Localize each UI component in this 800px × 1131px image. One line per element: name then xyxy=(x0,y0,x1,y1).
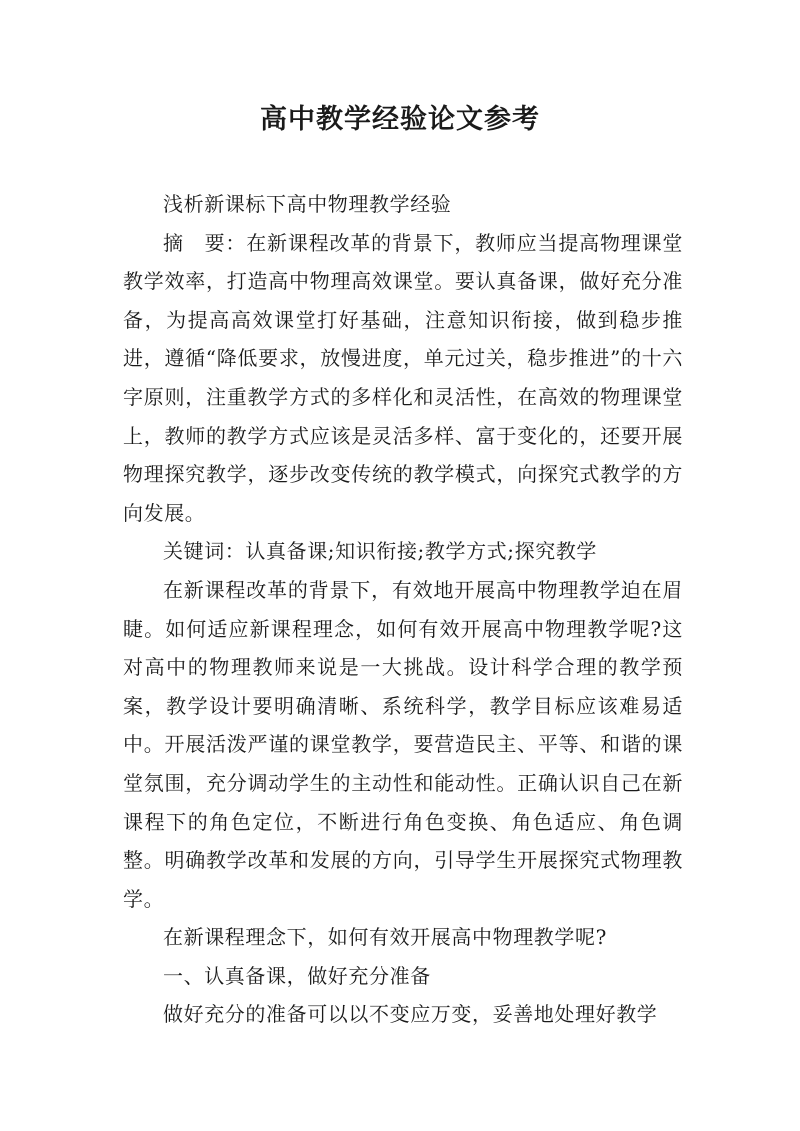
article-title: 浅析新课标下高中物理教学经验 xyxy=(163,192,452,216)
document-title: 高中教学经验论文参考 xyxy=(260,104,540,135)
question-paragraph: 在新课程理念下，如何有效开展高中物理教学呢? xyxy=(163,925,607,950)
section-paragraph: 做好充分的准备可以以不变应万变，妥善地处理好教学 xyxy=(163,1002,658,1027)
document-body xyxy=(123,185,683,1034)
intro-paragraph: 在新课程改革的背景下，有效地开展高中物理教学迫在眉睫。如何适应新课程理念，如何有效开展高中物理教学呢?这对高中的物理教师来说是一大挑战。设计科学合理的教学预案，教学设计要明确清晰、系统科学，教学目标应该难易适中。开展活泼严谨的课堂教学，要营造民主、平等、和谐的课堂氛围，充分调动学生的主动性和能动性。正确认识自己在新课程下的角色定位，不断进行角色变换、角色适应、角色调整。明确教学改革和发展的方向，引导学生开展探究式物理教学。 xyxy=(123,577,683,911)
keywords-paragraph: 关键词：认真备课;知识衔接;教学方式;探究教学 xyxy=(163,539,598,564)
section-heading: 一、认真备课，做好充分准备 xyxy=(163,963,431,988)
abstract-paragraph: 摘 要：在新课程改革的背景下，教师应当提高物理课堂教学效率，打造高中物理高效课堂。要认真备课，做好充分准备，为提高高效课堂打好基础，注意知识衔接，做到稳步推进，遵循“降低要求，放慢进度，单元过关，稳步推进”的十六字原则，注重教学方式的多样化和灵活性，在高效的物理课堂上，教师的教学方式应该是灵活多样、富于变化的，还要开展物理探究教学，逐步改变传统的教学模式，向探究式教学的方向发展。 xyxy=(123,230,683,525)
